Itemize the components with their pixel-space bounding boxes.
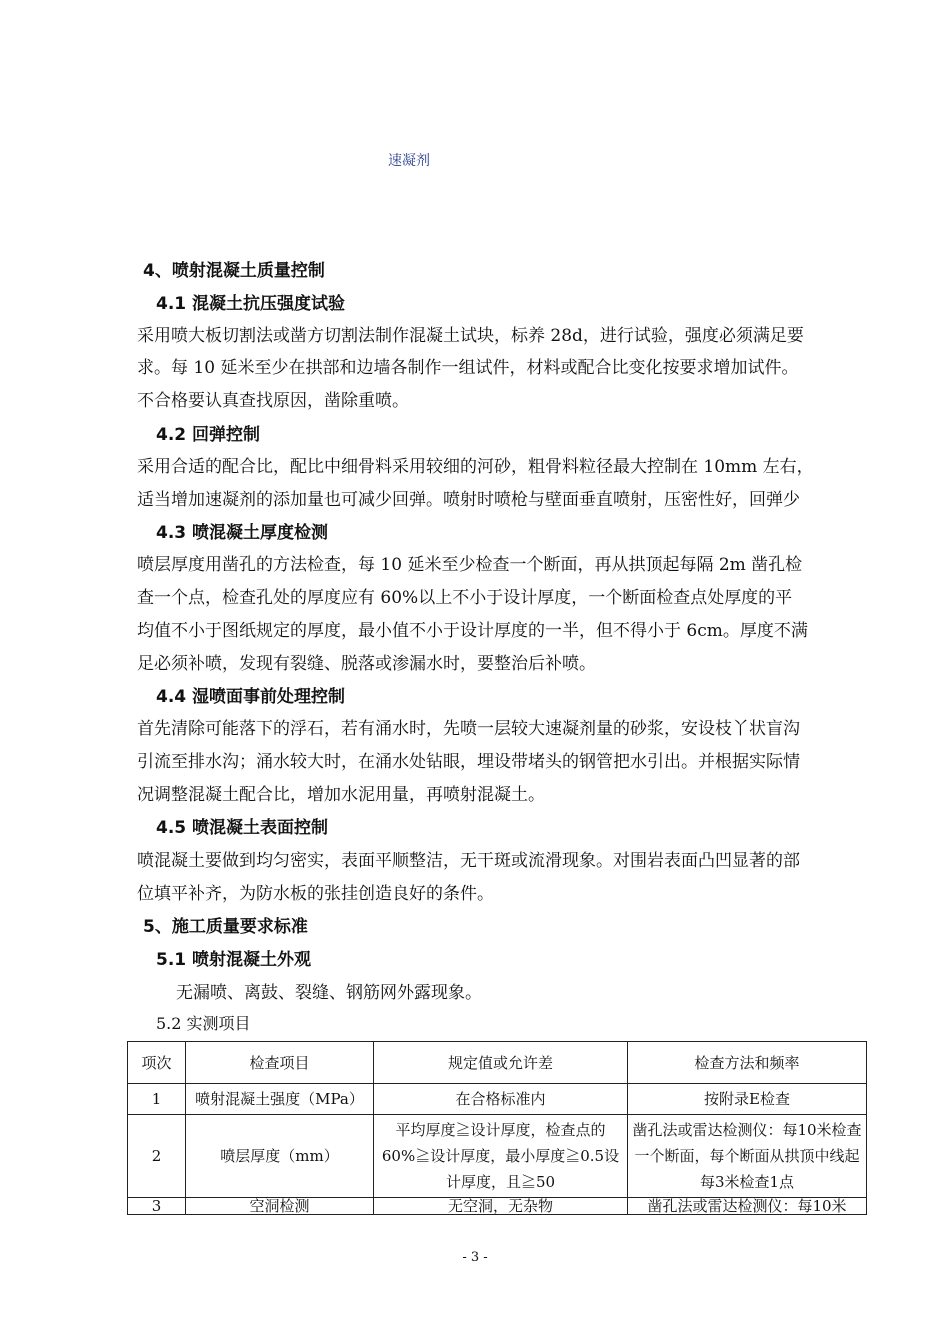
header-cell: 检查方法和频率 xyxy=(628,1042,867,1084)
diagram-label: 速凝剂 xyxy=(388,153,430,169)
inspection-table xyxy=(127,1041,867,1215)
table-cell: 凿孔法或雷达检测仪：每10米检查一个断面，每个断面从拱顶中线起每3米检查1点 xyxy=(628,1115,867,1198)
table-cell: 空洞检测 xyxy=(186,1198,374,1215)
paragraph-line: 5.2 实测项目 xyxy=(156,1014,251,1033)
section-heading: 4、喷射混凝土质量控制 xyxy=(143,261,325,281)
paragraph-line: 喷混凝土要做到均匀密实，表面平顺整洁，无干斑或流滑现象。对围岩表面凸凹显著的部 xyxy=(137,851,800,871)
paragraph-line: 引流至排水沟；涌水较大时，在涌水处钻眼，埋设带堵头的钢管把水引出。并根据实际情 xyxy=(137,752,800,772)
section-heading: 4.5 喷混凝土表面控制 xyxy=(156,818,329,838)
table-cell: 平均厚度≧设计厚度，检查点的60%≧设计厚度，最小厚度≧0.5设计厚度，且≧50 xyxy=(374,1115,628,1198)
paragraph-line: 无漏喷、离鼓、裂缝、钢筋网外露现象。 xyxy=(176,983,482,1003)
paragraph-line: 采用合适的配合比，配比中细骨料采用较细的河砂，粗骨料粒径最大控制在 10mm 左右， xyxy=(137,457,814,477)
paragraph-line: 采用喷大板切割法或凿方切割法制作混凝土试块，标养 28d，进行试验，强度必须满足要 xyxy=(137,326,804,346)
table-row xyxy=(128,1084,867,1115)
section-heading: 5、施工质量要求标准 xyxy=(143,917,308,937)
paragraph-line: 足必须补喷，发现有裂缝、脱落或渗漏水时，要整治后补喷。 xyxy=(137,654,596,674)
paragraph-line: 不合格要认真查找原因，凿除重喷。 xyxy=(137,391,409,411)
paragraph-line: 均值不小于图纸规定的厚度，最小值不小于设计厚度的一半，但不得小于 6cm。厚度不满 xyxy=(137,621,808,641)
section-heading: 4.1 混凝土抗压强度试验 xyxy=(156,294,346,314)
table-row xyxy=(128,1198,867,1215)
paragraph-line: 位填平补齐，为防水板的张挂创造良好的条件。 xyxy=(137,884,494,904)
table-header-row xyxy=(128,1042,867,1084)
table-cell: 按附录E检查 xyxy=(628,1084,867,1115)
paragraph-line: 适当增加速凝剂的添加量也可减少回弹。喷射时喷枪与壁面垂直喷射，压密性好，回弹少 xyxy=(137,490,800,510)
table-cell: 1 xyxy=(128,1084,186,1115)
table-cell: 喷射混凝土强度（MPa） xyxy=(186,1084,374,1115)
paragraph-line: 查一个点，检查孔处的厚度应有 60%以上不小于设计厚度，一个断面检查点处厚度的平 xyxy=(137,588,793,608)
section-heading: 4.2 回弹控制 xyxy=(156,425,261,445)
table-cell: 2 xyxy=(128,1115,186,1198)
header-cell: 规定值或允许差 xyxy=(374,1042,628,1084)
section-heading: 5.1 喷射混凝土外观 xyxy=(156,950,312,970)
table-row xyxy=(128,1115,867,1198)
paragraph-line: 况调整混凝土配合比，增加水泥用量，再喷射混凝土。 xyxy=(137,785,545,805)
paragraph-line: 求。每 10 延米至少在拱部和边墙各制作一组试件，材料或配合比变化按要求增加试件。 xyxy=(137,358,799,378)
paragraph-line: 喷层厚度用凿孔的方法检查，每 10 延米至少检查一个断面，再从拱顶起每隔 2m 凿孔检 xyxy=(137,555,803,575)
section-heading: 4.3 喷混凝土厚度检测 xyxy=(156,523,329,543)
header-cell: 检查项目 xyxy=(186,1042,374,1084)
header-cell: 项次 xyxy=(128,1042,186,1084)
table-cell: 3 xyxy=(128,1198,186,1215)
table-cell: 喷层厚度（mm） xyxy=(186,1115,374,1198)
table-cell: 凿孔法或雷达检测仪：每10米 xyxy=(628,1198,867,1215)
table-cell: 无空洞，无杂物 xyxy=(374,1198,628,1215)
section-heading: 4.4 湿喷面事前处理控制 xyxy=(156,687,346,707)
table-cell: 在合格标准内 xyxy=(374,1084,628,1115)
paragraph-line: 首先清除可能落下的浮石，若有涌水时，先喷一层较大速凝剂量的砂浆，安设枝丫状盲沟 xyxy=(137,719,800,739)
page-number: - 3 - xyxy=(462,1250,488,1265)
